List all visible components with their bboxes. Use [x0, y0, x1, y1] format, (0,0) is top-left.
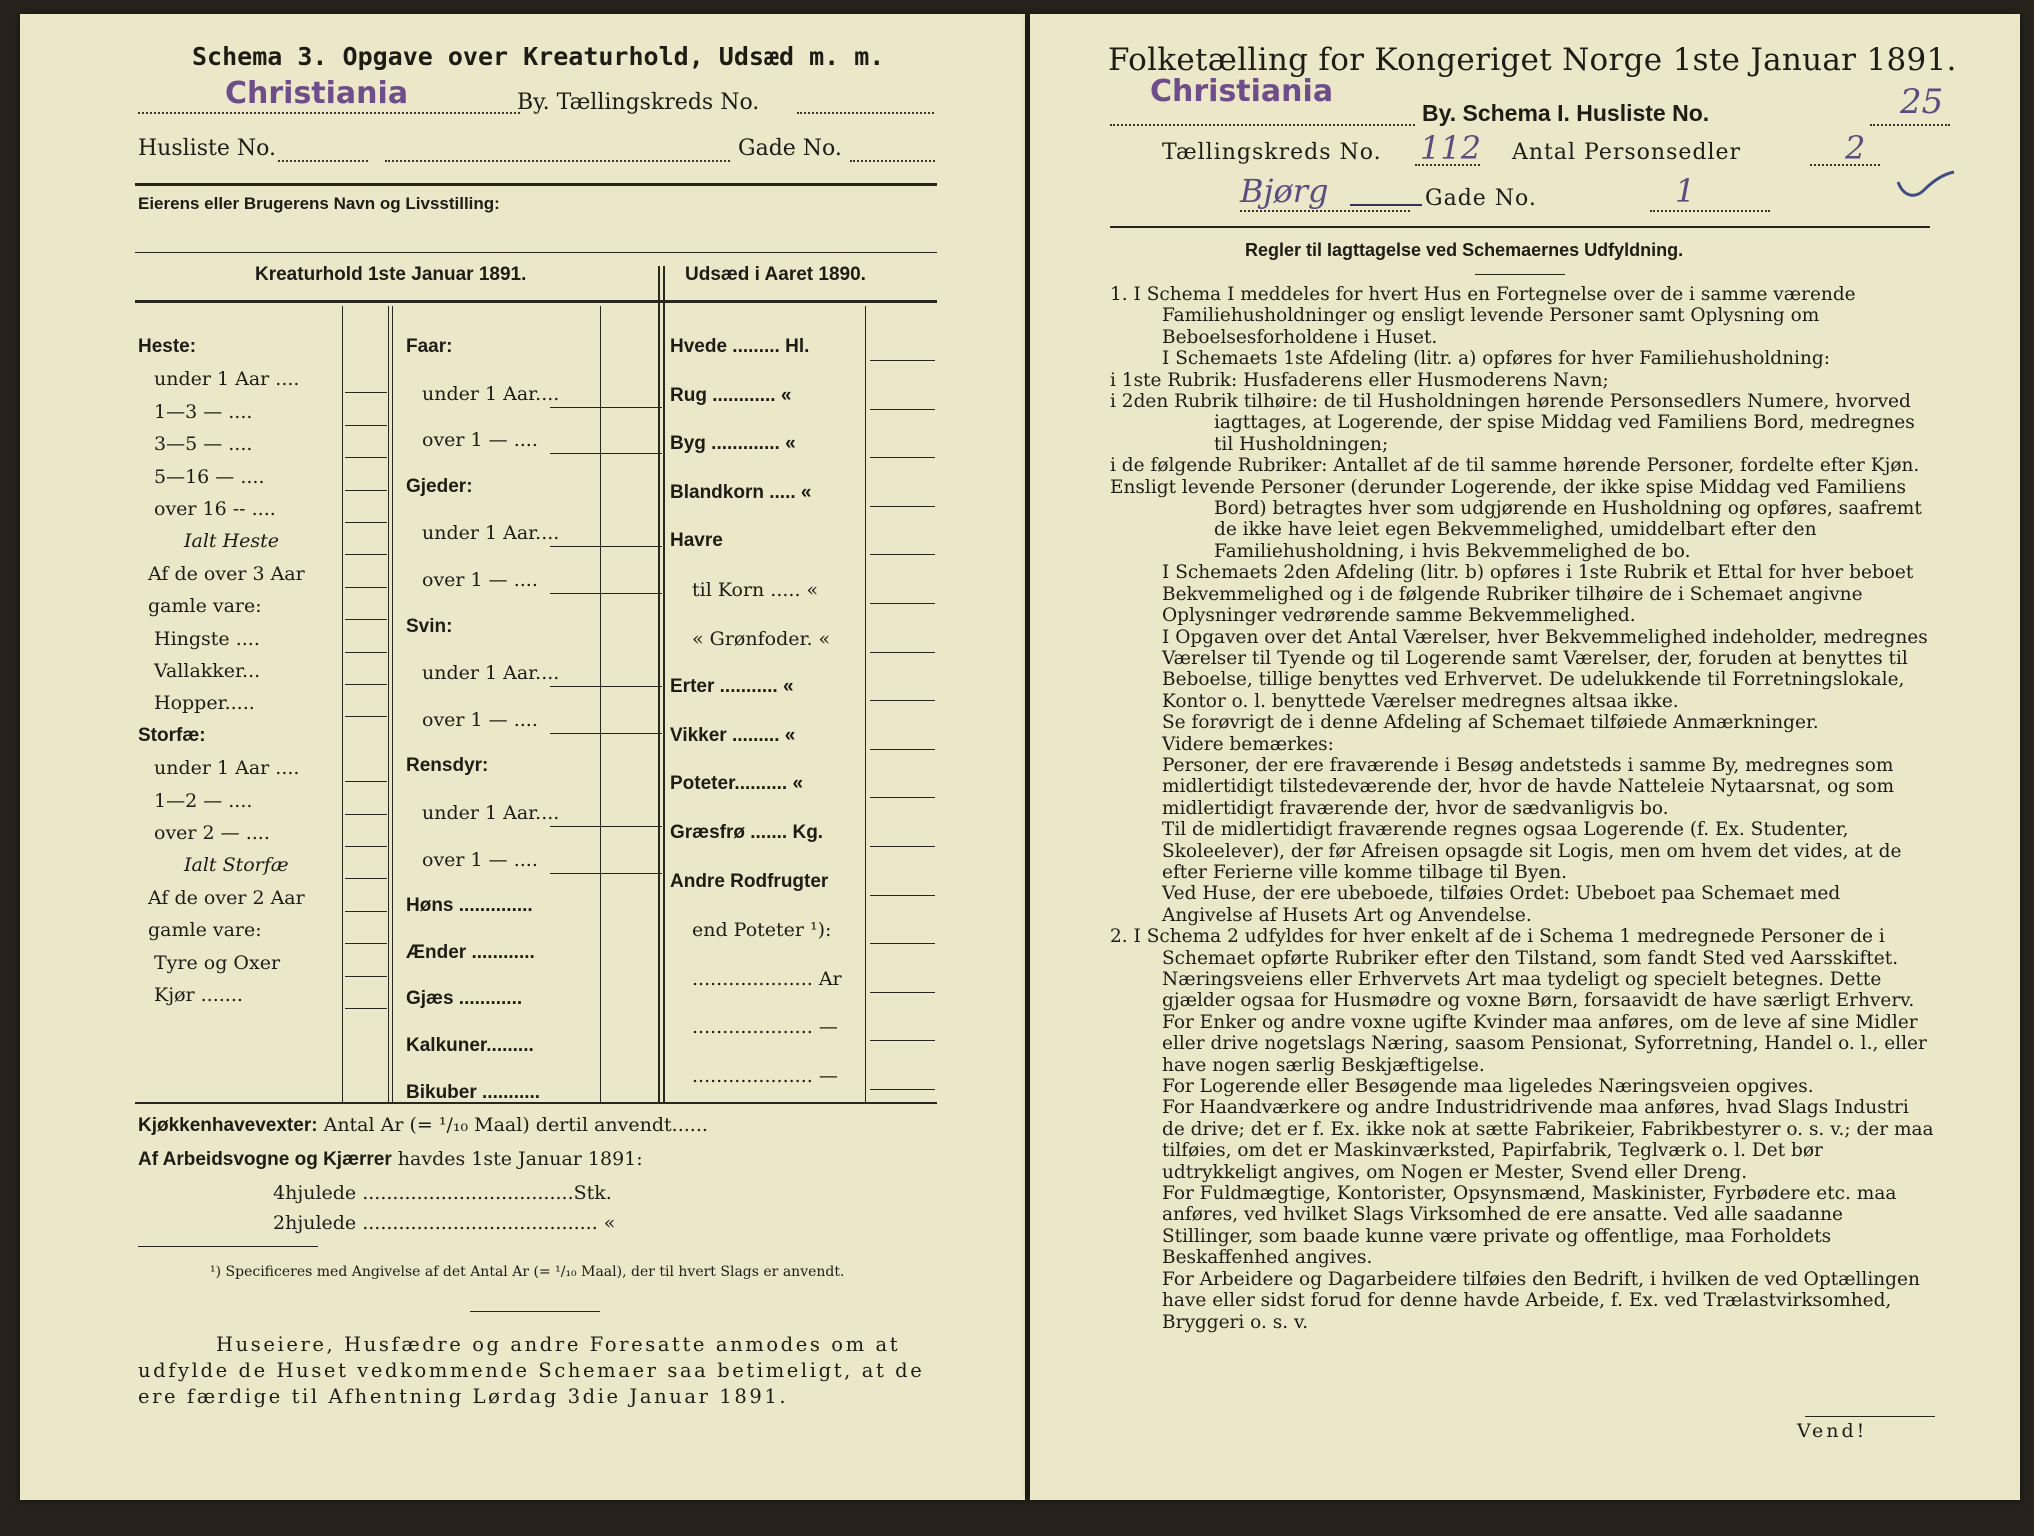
kjokken-line	[138, 1114, 708, 1137]
col3-item: Byg ............. «	[670, 433, 796, 455]
col2-entry-line	[550, 733, 662, 734]
col1-amount-left	[342, 306, 343, 1102]
city-dotted-line	[138, 112, 520, 114]
col3-item: Erter ........... «	[670, 676, 794, 698]
rule-anm: Se forøvrigt de i denne Afdeling af Schemaet tilføiede Anmærkninger.	[1162, 712, 1819, 734]
col3-entry-line	[870, 992, 935, 993]
col3-entry-line	[870, 1089, 935, 1090]
footnote-rule	[138, 1246, 318, 1247]
col3-item: Græsfrø ....... Kg.	[670, 822, 824, 843]
street-value: Bjørg	[1240, 172, 1329, 210]
city-dotted-line-right	[1110, 124, 1415, 126]
col2-item: under 1 Aar....	[422, 802, 560, 824]
hjul4-line: 4hjulede ...................................Stk.	[273, 1182, 612, 1204]
col3-entry-line	[870, 409, 935, 410]
rule-fravaerende: Til de midlertidigt fraværende regnes ogsaa Logerende (f. Ex. Studenter, Skoleelever), der før Afreisen opsagde sit Logis, men om hvem det vides, at de efter Ferierne ville komme tilbage til Byen.	[1162, 819, 1902, 883]
col2-item: Kalkuner.........	[406, 1035, 534, 1056]
col2-item: Gjeder:	[406, 475, 473, 497]
kreds-value: 112	[1420, 129, 1482, 167]
kreds-dotted-line	[797, 112, 934, 114]
col3-item: « Grønfoder. «	[692, 627, 831, 650]
rule-1d: i de følgende Rubriker: Antallet af de til samme hørende Personer, fordelte efter Kjøn.	[1110, 455, 1920, 477]
husliste-dotted-line	[278, 160, 368, 162]
notice-line-2: udfylde de Huset vedkommende Schemaer saa betimeligt, at de	[138, 1359, 925, 1382]
rule-enslig: Ensligt levende Personer (derunder Logerende, der ikke spise Middag ved Familiens Bord) betragtes hver som udgjørende en Husholdning og opføres, saafremt de ikke have leiet egen Bekvemmelighed, umiddelbart efter den Familiehusholdning, i hvis Bekvemmelighed de bo.	[1110, 476, 1922, 562]
col1-item: Kjør .......	[154, 984, 243, 1006]
col3-entry-line	[870, 700, 935, 701]
col2-item: Rensdyr:	[406, 755, 489, 777]
col1-item: 1—2 — ....	[154, 789, 253, 812]
col2-item: Bikuber ...........	[406, 1081, 541, 1103]
table-top-rule	[135, 300, 937, 303]
col2-item: under 1 Aar....	[422, 382, 560, 405]
col2-item: Faar:	[406, 336, 453, 357]
rule-2den: I Schemaets 2den Afdeling (litr. b) opføres i 1ste Rubrik et Ettal for hver beboet Bekvemmelighed og i de følgende Rubriker tilhøire de i Schemaet angivne Oplysninger vedrørende samme Bekvemmelighed.	[1162, 562, 1914, 627]
rule-1c: i 2den Rubrik tilhøire: de til Husholdningen hørende Personsedlers Numere, hvorved iagttages, at Logerende, der spise Middag ved Familiens Bord, medregnes til Husholdningen;	[1110, 391, 1915, 455]
regler-rule	[1475, 274, 1565, 275]
table-section-divider	[658, 266, 660, 1102]
rule-logerende: For Logerende eller Besøgende maa ligeledes Næringsveien opgives.	[1162, 1076, 1814, 1098]
col1-entry-line	[345, 587, 387, 588]
col1-item: Ialt Storfæ	[184, 854, 289, 877]
notice-line-1: Huseiere, Husfædre og andre Foresatte anmodes om at	[216, 1333, 901, 1356]
street-dash	[1350, 204, 1422, 206]
col3-item: til Korn ..... «	[692, 579, 819, 601]
arbeidsvogne-label: Af Arbeidsvogne og Kjærrer	[138, 1149, 392, 1170]
col3-entry-line	[870, 506, 935, 507]
col3-item: Havre	[670, 530, 723, 552]
gade-value: 1	[1675, 172, 1696, 210]
col1-item: Heste:	[138, 336, 197, 357]
vend-rule	[1805, 1416, 1935, 1417]
col1-entry-line	[345, 490, 387, 491]
col2-entry-line	[550, 407, 662, 408]
table-section-divider-2	[663, 266, 665, 1102]
col3-item: Hvede ......... Hl.	[670, 336, 810, 357]
notice-block	[138, 1332, 938, 1410]
col1-item: Hingste ....	[154, 627, 260, 650]
col1-entry-line	[345, 976, 387, 977]
address-dotted-line	[385, 160, 730, 162]
notice-line-3: ere færdige til Afhentning Lørdag 3die Januar 1891.	[138, 1385, 789, 1408]
rule-naeringsvei: Næringsveiens eller Erhvervets Art maa tydeligt og specielt betegnes. Dette gjælder ogsaa for Husmødre og voxne Børn, forsaavidt de have særligt Erhverv. For Enker og andre voxne ugifte Kvinder maa anføres, om de leve af sine Midler eller drive nogetslags Næring, saasom Pensionat, Syforretning, Handel o. l., eller have nogen særlig Beskjæftigelse.	[1162, 969, 1927, 1076]
col3-item: Vikker ......... «	[670, 724, 796, 746]
street-dotted-line	[1240, 210, 1410, 212]
col3-entry-line	[870, 1040, 935, 1041]
owner-label: Eierens eller Brugerens Navn og Livsstilling:	[138, 194, 500, 213]
col2-item: under 1 Aar....	[422, 522, 560, 545]
owner-rule	[135, 252, 937, 253]
col3-entry-line	[870, 895, 935, 896]
rule-2: 2. I Schema 2 udfyldes for hver enkelt af de i Schema 1 medregnede Personer de i Schemaet opførte Rubriker efter den Tilstand, som fandt Sted ved Aarsskiftet.	[1110, 926, 1899, 969]
gade-label-right: Gade No.	[1425, 186, 1537, 211]
col1-amount-right	[388, 306, 389, 1102]
col2-item: Svin:	[406, 615, 453, 637]
col3-entry-line	[870, 943, 935, 944]
col2-item: over 1 — ....	[422, 848, 538, 871]
col1-entry-line	[345, 716, 387, 717]
rule-fuldmaegtige: For Fuldmægtige, Kontorister, Opsynsmænd, Maskinister, Fyrbødere etc. maa anføres, ved hvilket Slags Virksomhed de ere ansatte. Ved alle saadanne Stillinger, som baade kunne være private og offentlige, maa Forholdets Beskaffenhed angives.	[1162, 1183, 1897, 1269]
col1-item: gamle vare:	[148, 595, 262, 618]
personsedler-label: Antal Personsedler	[1512, 140, 1742, 165]
col1-item: over 16 -- ....	[154, 498, 276, 520]
col3-entry-line	[870, 749, 935, 750]
col1-entry-line	[345, 619, 387, 620]
col1-amount-right-2	[392, 306, 393, 1102]
city-stamp: Christiania	[225, 76, 409, 111]
col1-entry-line	[345, 814, 387, 815]
col3-item: Andre Rodfrugter	[670, 870, 829, 892]
col2-item: over 1 — ....	[422, 708, 538, 731]
col2-entry-line	[550, 873, 662, 874]
city-stamp-right: Christiania	[1150, 74, 1334, 109]
gade-label: Gade No.	[738, 136, 842, 161]
col2-entry-line	[550, 593, 662, 594]
col2-entry-line	[550, 546, 662, 547]
schema3-header: Schema 3. Opgave over Kreaturhold, Udsæd m. m.	[192, 42, 885, 71]
col3-item: .................... —	[692, 1016, 838, 1039]
col1-item: Hopper.....	[154, 692, 255, 715]
checkmark-icon	[1890, 164, 1960, 204]
udsaed-heading: Udsæd i Aaret 1890.	[685, 264, 866, 285]
col2-entry-line	[550, 453, 662, 454]
col1-entry-line	[345, 554, 387, 555]
col2-entry-line	[550, 826, 662, 827]
col2-item: Høns ..............	[406, 895, 533, 917]
rules-text	[1110, 284, 1935, 1333]
col3-item: .................... Ar	[692, 967, 842, 990]
col3-entry-line	[870, 797, 935, 798]
col3-entry-line	[870, 652, 935, 653]
col1-item: Vallakker...	[154, 660, 261, 682]
col1-entry-line	[345, 911, 387, 912]
by-kreds-label: By. Tællingskreds No.	[517, 90, 760, 115]
col1-entry-line	[345, 943, 387, 944]
rule-arbeidere: For Arbeidere og Dagarbeidere tilføies den Bedrift, i hvilken de ved Optællingen have eller sidst forud for denne havde Arbeide, f. Ex. ved Trælastvirksomhed, Bryggeri o. s. v.	[1162, 1268, 1920, 1333]
rule-1: 1. I Schema I meddeles for hvert Hus en Fortegnelse over de i samme værende Familiehusholdninger og ensligt levende Personer samt Oplysning om Beboelsesforholdene i Huset.	[1110, 284, 1856, 348]
by-schema-label: By. Schema I. Husliste No.	[1422, 100, 1710, 126]
col3-amount-left	[865, 306, 866, 1102]
arbeidsvogne-text: havdes 1ste Januar 1891:	[397, 1148, 643, 1170]
col3-entry-line	[870, 457, 935, 458]
kreds-dotted-line-right	[1415, 164, 1480, 166]
col2-item: over 1 — ....	[422, 569, 538, 591]
col1-entry-line	[345, 878, 387, 879]
header-rule	[135, 183, 937, 186]
col1-item: under 1 Aar ....	[154, 757, 300, 780]
col1-item: Af de over 3 Aar	[148, 562, 305, 585]
col1-item: Af de over 2 Aar	[148, 886, 305, 909]
husliste-value: 25	[1900, 82, 1944, 122]
col3-item: Poteter.......... «	[670, 773, 804, 795]
rule-ubeboede: Ved Huse, der ere ubeboede, tilføies Ordet: Ubeboet paa Schemaet med Angivelse af Husets Art og Anvendelse.	[1162, 883, 1841, 926]
left-page-schema-3	[20, 14, 1025, 1500]
kreaturhold-heading: Kreaturhold 1ste Januar 1891.	[255, 264, 527, 285]
rule-1a: I Schemaets 1ste Afdeling (litr. a) opføres for hver Familiehusholdning:	[1162, 348, 1830, 370]
col1-item: Storfæ:	[138, 724, 206, 746]
col1-item: Tyre og Oxer	[154, 951, 281, 974]
husliste-label: Husliste No.	[138, 136, 276, 161]
col1-item: 3—5 — ....	[154, 433, 253, 456]
census-title: Folketælling for Kongeriget Norge 1ste Januar 1891.	[1108, 42, 1957, 78]
hjul2-line: 2hjulede ....................................... «	[273, 1212, 616, 1234]
col2-amount-left	[600, 306, 601, 1102]
husliste-dotted-line-right	[1870, 124, 1950, 126]
col3-item: end Poteter ¹):	[692, 919, 832, 942]
rule-haandvaerkere: For Haandværkere og andre Industridrivende maa anføres, hvad Slags Industri de drive; det er f. Ex. ikke nok at sætte Fabrikeier, Fabrikbestyrer o. s. v.; der maa tilføies, om det er Maskinværksted, Papirfabrik, Teglværk o. l. Det bør udtrykkeligt angives, om Nogen er Mester, Svend eller Dreng.	[1162, 1097, 1934, 1183]
col1-item: 5—16 — ....	[154, 465, 265, 488]
col1-item: under 1 Aar ....	[154, 368, 300, 391]
personsedler-dotted-line	[1810, 164, 1880, 166]
col1-entry-line	[345, 1008, 387, 1009]
rule-1b: i 1ste Rubrik: Husfaderens eller Husmoderens Navn;	[1110, 369, 1609, 391]
personsedler-value: 2	[1845, 129, 1866, 167]
col3-entry-line	[870, 603, 935, 604]
kjokken-label: Kjøkkenhavevexter:	[138, 1115, 318, 1136]
notice-rule	[470, 1311, 600, 1312]
col2-item: over 1 — ....	[422, 429, 538, 452]
col1-entry-line	[345, 652, 387, 653]
vend-label: Vend!	[1797, 1420, 1868, 1442]
col3-item: Blandkorn ..... «	[670, 481, 812, 503]
footnote: ¹) Specificeres med Angivelse af det Antal Ar (= ¹/₁₀ Maal), der til hvert Slags er anvendt.	[210, 1264, 845, 1280]
col2-item: Ænder ............	[406, 941, 535, 963]
col1-item: gamle vare:	[148, 919, 262, 942]
col3-entry-line	[870, 360, 935, 361]
kjokken-text: Antal Ar (= ¹/₁₀ Maal) dertil anvendt......	[323, 1114, 708, 1136]
col2-entry-line	[550, 686, 662, 687]
rule-personer: Personer, der ere fraværende i Besøg andetsteds i samme By, medregnes som midlertidigt tilstedeværende der, hvor de havde Natteleie Nytaarsnat, og som midlertidigt fraværende der, hvor de sædvanligvis bo.	[1162, 754, 1895, 819]
right-page-schema-1	[1030, 14, 2020, 1500]
col1-entry-line	[345, 781, 387, 782]
col1-entry-line	[345, 522, 387, 523]
col3-entry-line	[870, 846, 935, 847]
arbeidsvogne-line	[138, 1148, 643, 1171]
col1-entry-line	[345, 684, 387, 685]
col1-entry-line	[345, 392, 387, 393]
rule-vaerelser: I Opgaven over det Antal Værelser, hver Bekvemmelighed indeholder, medregnes Værelser til Tyende og til Logerende samt Værelser, der, foruden at benyttes til Beboelse, tillige benyttes ved Erhvervet. De udelukkende til Forretningslokale, Kontor o. l. benyttede Værelser medregnes altsaa ikke.	[1162, 626, 1928, 712]
kreds-label: Tællingskreds No.	[1162, 140, 1382, 165]
gade-dotted-line-right	[1650, 210, 1770, 212]
col1-entry-line	[345, 425, 387, 426]
col3-item: .................... —	[692, 1065, 838, 1087]
col1-item: over 2 — ....	[154, 822, 270, 844]
col3-item: Rug ............ «	[670, 384, 792, 406]
col1-entry-line	[345, 846, 387, 847]
col2-item: under 1 Aar....	[422, 662, 560, 685]
col1-item: Ialt Heste	[184, 530, 280, 553]
rule-videre: Videre bemærkes:	[1162, 733, 1334, 755]
col1-item: 1—3 — ....	[154, 400, 253, 423]
title-rule	[1110, 226, 1930, 228]
gade-dotted-line	[850, 160, 935, 162]
col2-item: Gjæs ............	[406, 988, 523, 1010]
col3-entry-line	[870, 554, 935, 555]
regler-title: Regler til Iagttagelse ved Schemaernes Udfyldning.	[1245, 240, 1684, 260]
col1-entry-line	[345, 457, 387, 458]
